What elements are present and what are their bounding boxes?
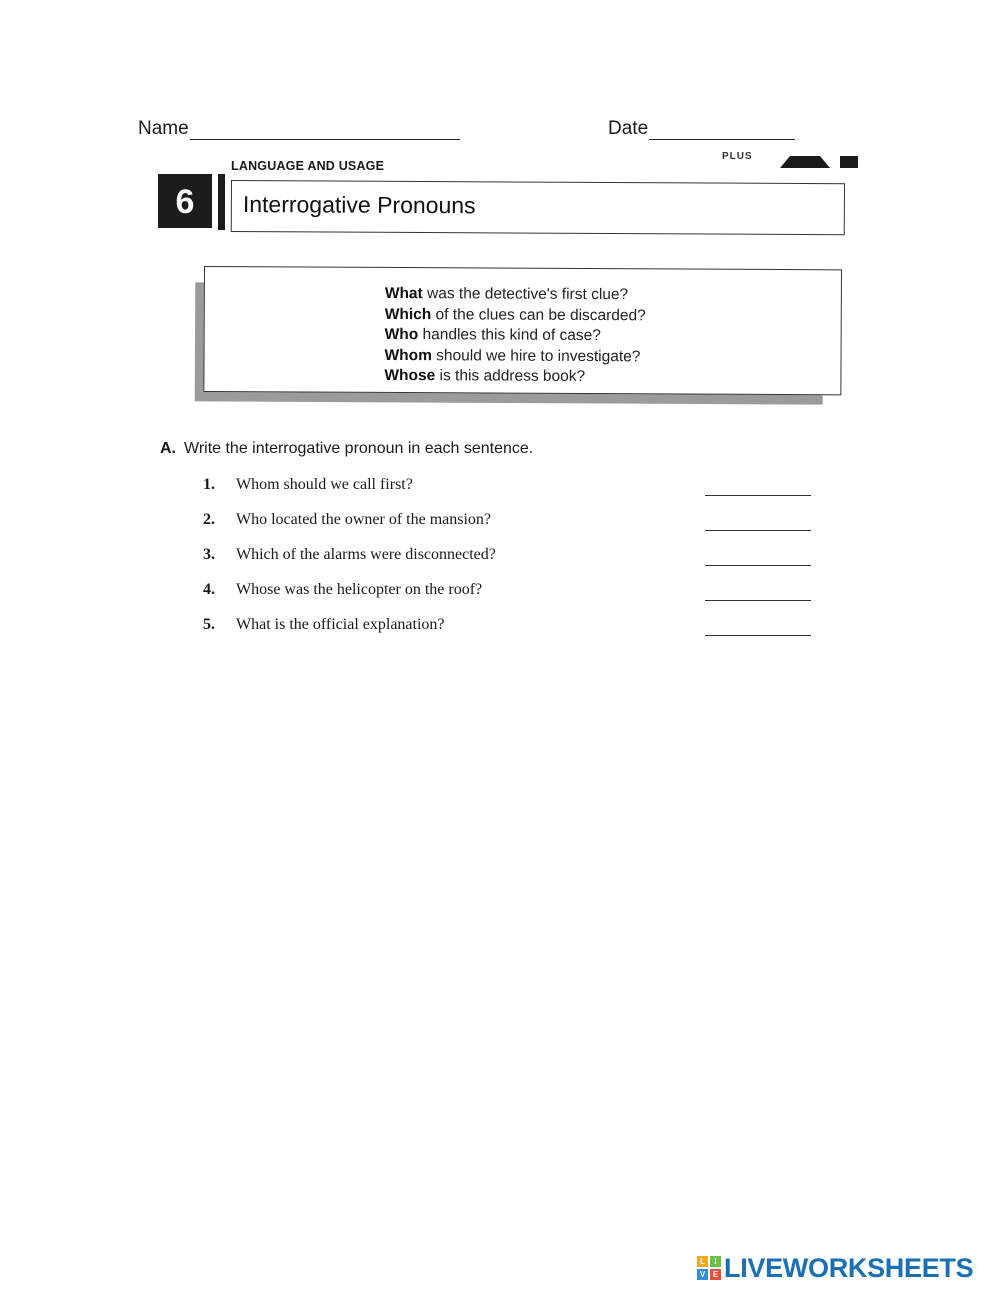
item-sentence: Whose was the helicopter on the roof? [236, 581, 483, 598]
exercise-item [203, 616, 813, 651]
name-blank[interactable] [190, 121, 460, 140]
example-rest: should we hire to investigate? [431, 346, 641, 365]
answer-blank[interactable] [705, 495, 811, 496]
logo-grid-square: V [697, 1269, 708, 1280]
example-line [384, 345, 645, 367]
logo-grid-square: I [710, 1256, 721, 1267]
example-box [203, 266, 842, 395]
answer-blank[interactable] [705, 600, 811, 601]
example-pronoun: Whose [384, 366, 436, 385]
example-line [385, 325, 646, 347]
example-pronoun: Whom [384, 346, 432, 364]
item-sentence: Who located the owner of the mansion? [236, 511, 492, 528]
logo-grid-square: L [697, 1256, 708, 1267]
example-pronoun: What [384, 284, 423, 303]
answer-blank[interactable] [705, 530, 811, 531]
exercise-instruction [160, 440, 533, 458]
item-sentence: Whom should we call first? [236, 476, 413, 493]
exercise-item [203, 476, 813, 511]
example-rest: handles this kind of case? [418, 326, 601, 345]
logo-grid-icon [697, 1256, 721, 1280]
corner-tab-square [840, 156, 858, 168]
answer-blank[interactable] [705, 635, 811, 636]
example-line [384, 366, 645, 388]
name-label: Name [138, 118, 189, 139]
example-sentences [384, 284, 646, 388]
corner-label: PLUS [722, 151, 753, 162]
exercise-items [203, 476, 813, 651]
exercise-item [203, 581, 813, 616]
date-field [608, 118, 795, 140]
lesson-number-bar [218, 174, 225, 230]
answer-blank[interactable] [705, 565, 811, 566]
example-rest: is this address book? [435, 367, 586, 385]
item-number: 4. [203, 581, 215, 598]
page-title: Interrogative Pronouns [242, 191, 476, 219]
item-number: 2. [203, 511, 215, 528]
name-field [138, 118, 460, 140]
logo-grid-square: E [710, 1269, 721, 1280]
item-sentence: What is the official explanation? [236, 616, 445, 633]
item-number: 1. [203, 476, 215, 493]
instruction-text: Write the interrogative pronoun in each sentence. [184, 440, 534, 457]
title-box [231, 180, 845, 235]
item-sentence: Which of the alarms were disconnected? [236, 546, 496, 563]
example-line [385, 284, 646, 306]
item-number: 5. [203, 616, 215, 633]
corner-tab-shape [780, 156, 830, 168]
date-label: Date [608, 118, 649, 139]
exercise-letter: A. [160, 440, 176, 457]
section-kicker: LANGUAGE AND USAGE [231, 159, 385, 173]
exercise-item [203, 511, 813, 546]
example-rest: of the clues can be discarded? [431, 305, 646, 324]
exercise-item [203, 546, 813, 581]
example-line [385, 304, 646, 326]
date-blank[interactable] [649, 121, 795, 140]
liveworksheets-logo [697, 1252, 973, 1284]
example-rest: was the detective's first clue? [422, 285, 629, 304]
item-number: 3. [203, 546, 215, 563]
logo-text: LIVEWORKSHEETS [724, 1252, 974, 1283]
example-pronoun: Who [384, 325, 419, 344]
lesson-number-badge: 6 [158, 174, 212, 228]
example-pronoun: Which [384, 305, 432, 323]
